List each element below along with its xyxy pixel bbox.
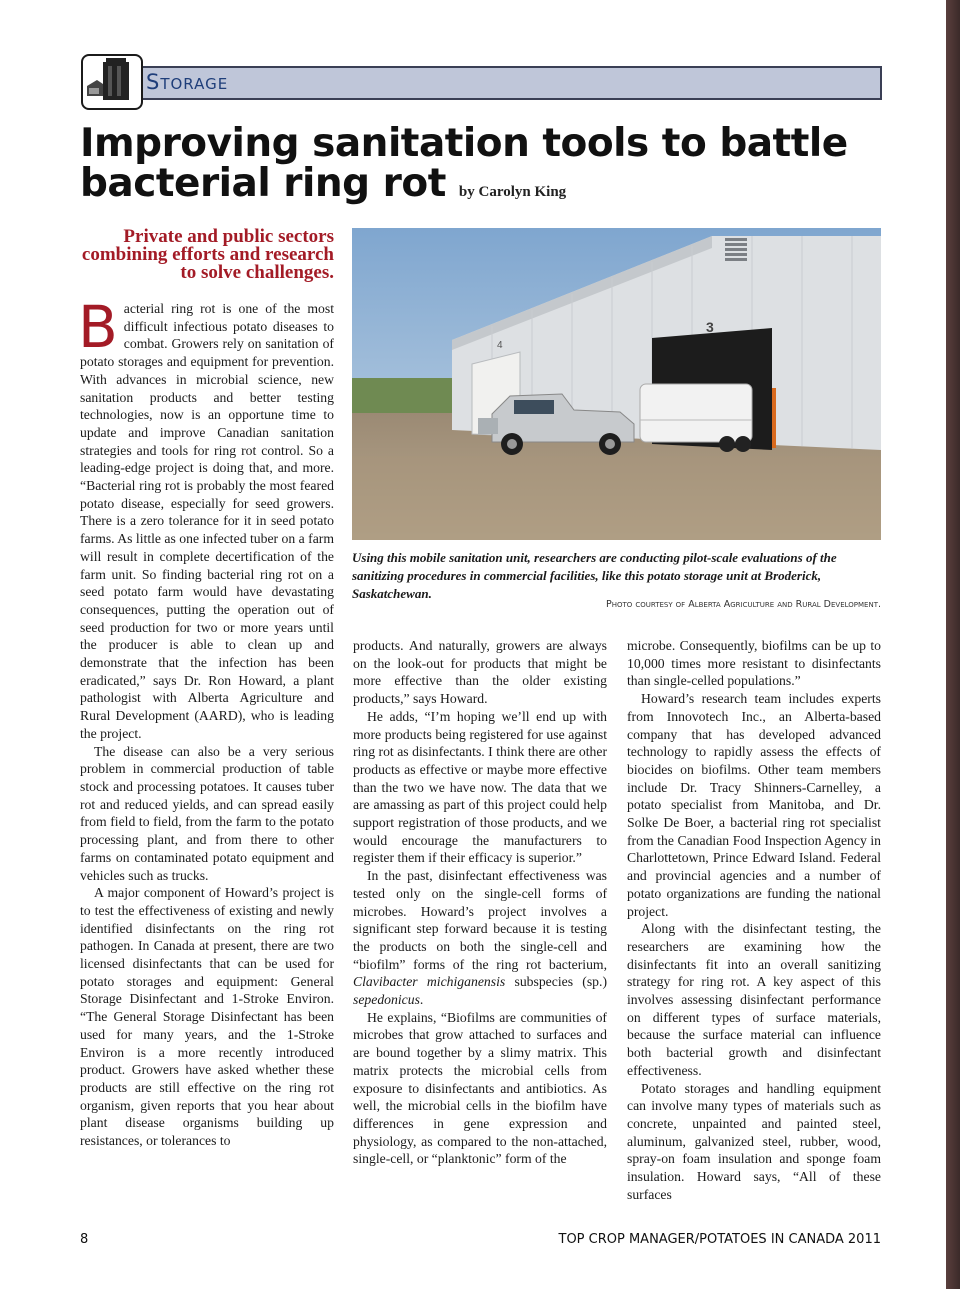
photo-credit: Photo courtesy of Alberta Agriculture and Rural Development. xyxy=(606,599,881,610)
page-edge-strip xyxy=(946,0,960,1289)
body-paragraph: Bacterial ring rot is one of the most difficult infectious potato diseases to combat. Growers rely on sanitation of potato storages and equipment for prevention. With advances in microbial science, new sanitation products and better testing technologies, now is an opportune time to update and improve Canadian sanitation strategies and tools for ring rot control. So a leading-edge project is doing that, and more. “Bacterial ring rot is probably the most feared potato disease, especially for seed growers. There is a zero tolerance for it in seed potato farms. As little as one infected tuber on a farm will result in complete decertification of the farm unit. So finding bacterial ring rot on a seed potato farm would have devastating consequences, putting the operation out of seed production for two or more years until the producer is able to clean up and demonstrate that the infection has been eradicated,” says Dr. Ron Howard, a plant pathologist with Alberta Agriculture and Rural Development (AARD), who is leading the project. xyxy=(78,293,334,741)
species-name: Clavibacter michiganensis xyxy=(353,974,506,990)
body-paragraph: products. And naturally, growers are always on the look-out for products that might be more effective than the older existing products,” says Howard. xyxy=(353,638,607,707)
photo-caption: Using this mobile sanitation unit, researchers are conducting pilot-scale evaluations of the sanitizing procedures in commercial facilities, like this potato storage unit at Broderick, Saskatchewan. xyxy=(352,550,837,601)
article-title: Improving sanitation tools to battle bacterial ring rot xyxy=(80,121,848,206)
body-paragraph: He explains, “Biofilms are communities of microbes that grow attached to surfaces and are bound together by a slimy matrix. This matrix protects the microbial cells from exposure to disinfectants and antibiotics. As well, the microbial cells in the biofilm have differences in gene expression and physiology, as compared to the non-attached, single-cell, or “planktonic” form of the xyxy=(353,1009,607,1167)
door-number-4: 4 xyxy=(497,340,503,351)
door-number-3: 3 xyxy=(706,319,714,335)
article-byline: by Carolyn King xyxy=(458,184,567,200)
article-column-1 xyxy=(78,293,334,1150)
storage-bin-icon xyxy=(81,54,143,110)
article-column-2 xyxy=(353,637,607,1168)
body-paragraph: microbe. Consequently, biofilms can be up to 10,000 times more resistant to disinfectants than single-celled populations.” xyxy=(627,638,881,689)
body-paragraph: Along with the disinfectant testing, the researchers are examining how the disinfectants fit into an overall sanitizing strategy for ring rot. A key aspect of this involves assessing disinfectant performance on different types of surface materials, because the surface material can influence both bacterial growth and disinfectant effectiveness. xyxy=(627,921,881,1078)
drop-cap: B xyxy=(78,293,118,361)
body-paragraph: Potato storages and handling equipment can involve many types of materials such as concrete, unpainted and painted steel, aluminum, galvanized steel, rubber, wood, spray-on foam insulation and sponge foam insulation. Howard says, “All of these surfaces xyxy=(627,1080,881,1202)
storage-facility-photo xyxy=(352,228,881,540)
page-number: 8 xyxy=(80,1232,89,1247)
body-paragraph: In the past, disinfectant effectiveness was tested only on the single-cell forms of microbes. Howard’s project involves a significant step forward because it is testing the products on both the single-cell and “biofilm” forms of the ring rot bacterium, Clavibacter michiganensis subspecies (sp.) sepedonicus. xyxy=(353,868,608,1008)
body-paragraph: A major component of Howard’s project is to test the effectiveness of existing and newly identified disinfectants on the ring rot pathogen. In Canada at present, there are two licensed disinfectants that can be used for potato storages and equipment: General Storage Disinfectant and 1-Stroke Environ. “The General Storage Disinfectant has been used for many years, and the 1-Stroke Environ is a more recently introduced product. Growers have asked whether these products are still effective on the ring rot organism, given reports that you hear about plant disease organisms building up resistances, or tolerances to xyxy=(80,885,334,1149)
body-paragraph: The disease can also be a very serious problem in commercial production of table stock and processing potatoes. It causes tuber rot and reduced yields, and can spread easily from field to field, from the farm to the potato processing plant, and from there to other farms on contaminated potato equipment and vehicles such as trucks. xyxy=(80,743,334,883)
body-paragraph: He adds, “I’m hoping we’ll end up with more products being registered for use against ring rot as disinfectants. I think there are other products as effective or maybe more effective than the two we have now. The data that we are amassing as part of this project could help support registration of those products, and we would encourage the manufacturers to register them if their efficacy is superior.” xyxy=(353,708,607,866)
publication-footer: TOP CROP MANAGER/POTATOES IN CANADA 2011 xyxy=(558,1232,881,1247)
body-paragraph: Howard’s research team includes experts from Innovotech Inc., an Alberta-based company that has developed advanced technology to rapidly assess the effects of biocides on biofilms. Other team members include Dr. Tracy Shinners-Carnelley, a potato specialist from Manitoba, and Dr. Solke De Boer, a bacterial ring rot specialist from the Canadian Food Inspection Agency in Charlottetown, Prince Edward Island. Federal and provincial agencies and a number of potato organizations are funding the national project. xyxy=(627,691,881,919)
article-deck: Private and public sectors combining efforts and research to solve challenges. xyxy=(81,226,334,283)
article-headline xyxy=(80,121,880,212)
section-label: Storage xyxy=(146,70,229,94)
subspecies-name: sepedonicus xyxy=(353,992,420,1008)
article-column-3 xyxy=(627,637,881,1204)
